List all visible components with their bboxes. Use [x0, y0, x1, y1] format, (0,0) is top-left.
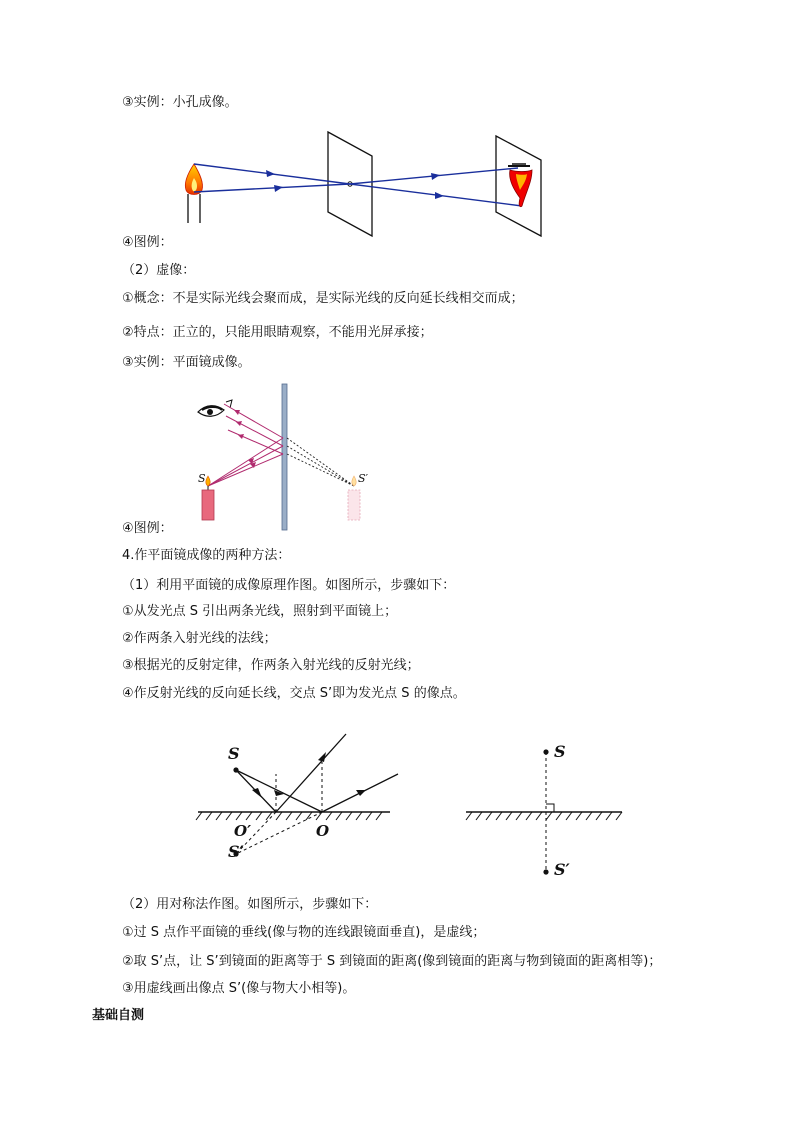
text-line-14: （2）用对称法作图。如图所示，步骤如下： [122, 897, 378, 912]
mirror-figure [190, 380, 390, 532]
text-line-5: ②特点：正立的，只能用眼睛观察，不能用光屏承接； [122, 325, 433, 340]
mirror-image-label: S′ [358, 472, 369, 485]
text-line-2: ④图例： [122, 235, 173, 250]
method1-source-label: S [228, 744, 240, 763]
eye-icon [198, 400, 232, 416]
mirror-hatching [196, 812, 382, 820]
mirror-rays [208, 404, 283, 486]
mirror-hatching-2 [466, 812, 622, 820]
right-angle-mark [546, 804, 554, 812]
text-line-1: ③实例：小孔成像。 [122, 95, 238, 110]
text-line-13: ④作反射光线的反向延长线，交点 S’即为发光点 S 的像点。 [122, 686, 466, 701]
method1-figure [190, 726, 410, 866]
mirror-ray-arrows [234, 410, 256, 468]
text-line-17: ③用虚线画出像点 S’(像与物大小相等)。 [122, 981, 356, 996]
mirror-source-label: S [198, 472, 206, 485]
method1-point1-label: O′ [234, 822, 252, 840]
candle-stand [188, 194, 200, 223]
text-line-9: （1）利用平面镜的成像原理作图。如图所示，步骤如下： [122, 578, 456, 593]
method1-image-label: S′ [228, 842, 244, 861]
virtual-ray-extensions [287, 438, 354, 486]
method1-point2-label: O [316, 822, 330, 840]
text-line-7: ④图例： [122, 521, 173, 536]
text-line-4: ①概念：不是实际光线会聚而成，是实际光线的反向延长线相交而成； [122, 291, 524, 306]
method2-figure [462, 738, 632, 878]
method2-image-label: S′ [554, 860, 570, 879]
plane-mirror [282, 384, 287, 530]
text-line-10: ①从发光点 S 引出两条光线，照射到平面镜上； [122, 604, 398, 619]
text-line-8: 4.作平面镜成像的两种方法： [122, 548, 291, 563]
text-line-16: ②取 S’点，让 S’到镜面的距离等于 S 到镜面的距离(像到镜面的距离与物到镜面的距离相等)； [122, 954, 662, 969]
text-line-3: （2）虚像： [122, 263, 196, 278]
method2-source-label: S [554, 742, 566, 761]
text-line-6: ③实例：平面镜成像。 [122, 355, 251, 370]
text-line-12: ③根据光的反射定律，作两条入射光线的反射光线； [122, 658, 420, 673]
text-line-15: ①过 S 点作平面镜的垂线(像与物的连线跟镜面垂直)，是虚线； [122, 925, 486, 940]
text-line-11: ②作两条入射光线的法线； [122, 631, 277, 646]
pinhole-figure [180, 128, 550, 240]
section-heading: 基础自测 [92, 1008, 145, 1023]
